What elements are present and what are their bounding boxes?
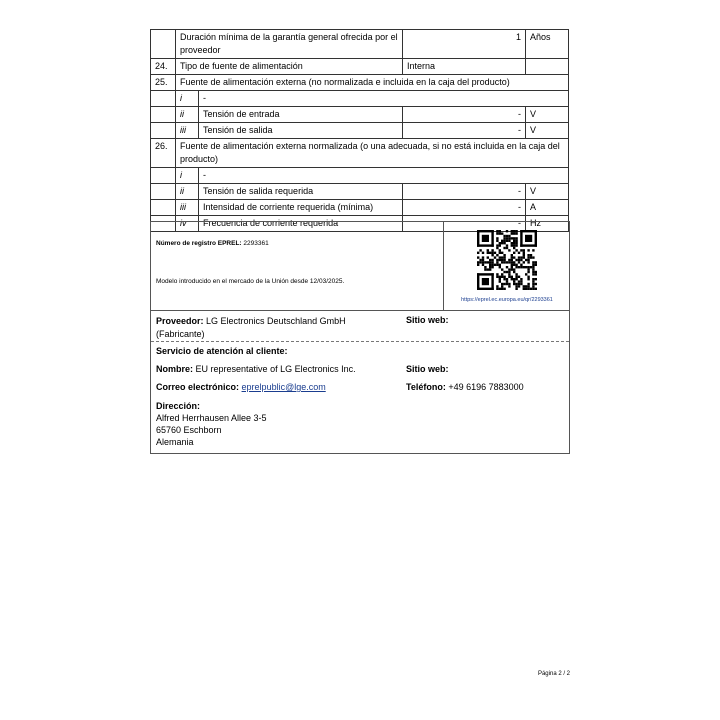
service-name: EU representative of LG Electronics Inc. [195, 364, 356, 374]
row-label: - [199, 168, 569, 184]
service-title: Servicio de atención al cliente: [156, 346, 288, 356]
row-label: Tensión de salida requerida [199, 184, 403, 200]
table-row [151, 168, 569, 184]
registration-label: Número de registro EPREL: [156, 240, 242, 247]
table-row [151, 107, 569, 123]
row-value: - [403, 107, 526, 123]
address-block [156, 400, 267, 448]
row-label: Frecuencia de corriente requerida [199, 216, 403, 232]
row-value: Interna [403, 59, 526, 75]
row-number: 25. [151, 75, 176, 91]
row-sub-index: i [176, 91, 199, 107]
model-date-text: Modelo introducido en el mercado de la Unión desde 12/03/2025. [156, 278, 345, 285]
registration-line [156, 240, 269, 247]
row-sub-index: ii [176, 184, 199, 200]
row-number: 24. [151, 59, 176, 75]
row-label: Fuente de alimentación externa (no normalizada e incluida en la caja del producto) [176, 75, 569, 91]
row-value: - [403, 200, 526, 216]
row-label: Duración mínima de la garantía general ofrecida por el proveedor [176, 30, 403, 59]
phone-label: Teléfono: [406, 382, 446, 392]
qr-section [443, 222, 570, 310]
row-unit: Hz [526, 216, 569, 232]
table-row [151, 75, 569, 91]
supplier-info-box [150, 221, 570, 454]
registration-number: 2293361 [243, 240, 269, 247]
row-value: - [403, 123, 526, 139]
service-website-label: Sitio web: [406, 364, 449, 374]
row-sub-index: ii [176, 107, 199, 123]
email-link[interactable]: eprelpublic@lge.com [241, 382, 326, 392]
address-label: Dirección: [156, 401, 201, 411]
row-label: Tensión de salida [199, 123, 403, 139]
row-value: - [403, 184, 526, 200]
service-name-label: Nombre: [156, 364, 194, 374]
row-unit [526, 59, 569, 75]
address-line: Alfred Herrhausen Allee 3-5 [156, 413, 267, 423]
row-sub-index: iii [176, 200, 199, 216]
email-label: Correo electrónico: [156, 382, 240, 392]
row-label: Intensidad de corriente requerida (mínima) [199, 200, 403, 216]
qr-code-icon[interactable] [477, 230, 537, 290]
row-unit: V [526, 184, 569, 200]
table-row [151, 184, 569, 200]
row-unit: V [526, 123, 569, 139]
row-label: - [199, 91, 569, 107]
page-number: Página 2 / 2 [537, 671, 570, 677]
phone-number: +49 6196 7883000 [448, 382, 524, 392]
supplier-section [151, 311, 569, 342]
qr-url-link[interactable]: https://eprel.ec.europa.eu/qr/2293361 [461, 297, 553, 303]
row-value: 1 [403, 30, 526, 59]
row-unit: Años [526, 30, 569, 59]
email-line [156, 382, 326, 392]
service-name-line [156, 364, 356, 374]
row-label: Tipo de fuente de alimentación [176, 59, 403, 75]
address-line: 65760 Eschborn [156, 425, 222, 435]
spec-table [150, 29, 569, 232]
table-row [151, 30, 569, 59]
row-label: Fuente de alimentación externa normalizada (o una adecuada, si no está incluida en la caja del producto) [176, 139, 569, 168]
row-number [151, 30, 176, 59]
row-sub-index: iii [176, 123, 199, 139]
row-sub-index: iv [176, 216, 199, 232]
row-value: - [403, 216, 526, 232]
row-number: 26. [151, 139, 176, 168]
table-row [151, 139, 569, 168]
supplier-website-label: Sitio web: [406, 315, 449, 325]
table-row [151, 123, 569, 139]
address-line: Alemania [156, 437, 194, 447]
row-unit: V [526, 107, 569, 123]
row-sub-index: i [176, 168, 199, 184]
supplier-name: LG Electronics Deutschland GmbH (Fabricante) [156, 316, 346, 339]
row-unit: A [526, 200, 569, 216]
table-row [151, 91, 569, 107]
supplier-label: Proveedor: [156, 316, 204, 326]
phone-line [406, 382, 524, 392]
table-row [151, 200, 569, 216]
table-row [151, 59, 569, 75]
registration-section [151, 222, 569, 311]
row-label: Tensión de entrada [199, 107, 403, 123]
